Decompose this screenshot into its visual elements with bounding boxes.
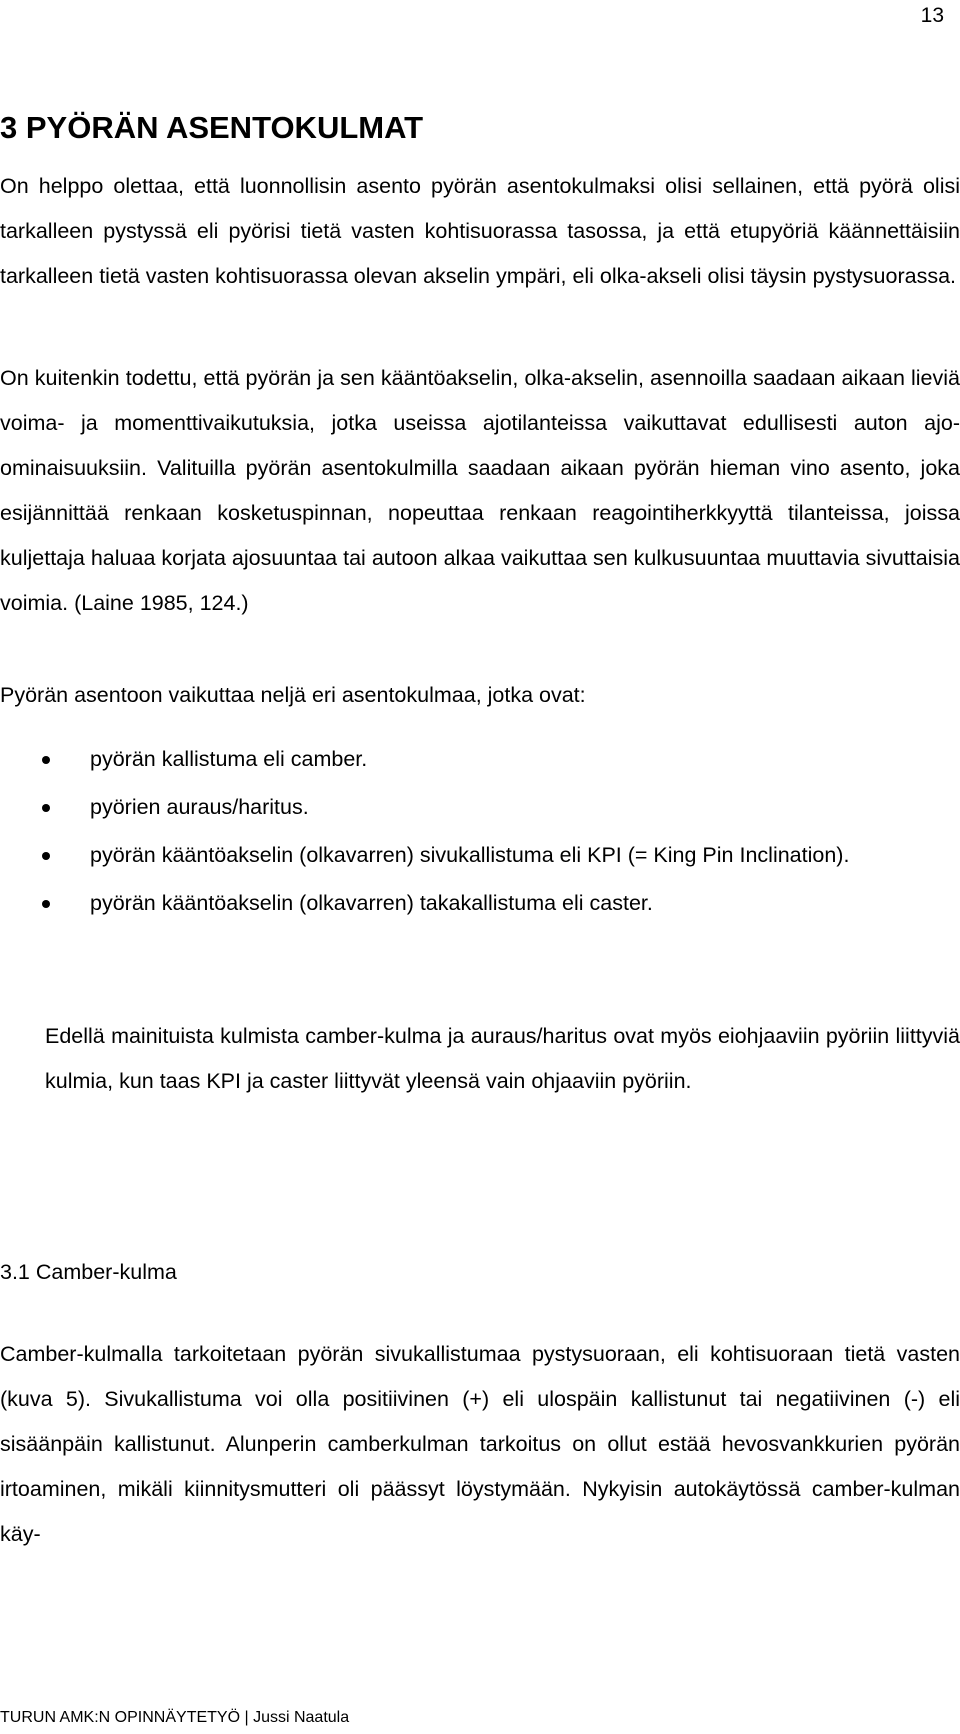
- paragraph-camber: Camber-kulmalla tarkoitetaan pyörän sivukallistumaa pystysuoraan, eli kohtisuoraan tietä vasten (kuva 5). Sivukallistuma voi olla positiivinen (+) eli ulospäin kallistunut tai negatiivinen (-) eli sisäänpäin kallistunut. Alunperin camberkulman tarkoitus on ollut estää hevosvankkurien pyörän irtoaminen, mikäli kiinnitysmutteri oli päässyt löystymään. Nykyisin autokäytössä camber-kulman käy-: [0, 1342, 960, 1546]
- paragraph-summary: Edellä mainituista kulmista camber-kulma ja auraus/haritus ovat myös eiohjaaviin pyöriin liittyviä kulmia, kun taas KPI ja caster liittyvät yleensä vain ohjaaviin pyöriin.: [45, 1024, 960, 1093]
- chapter-title: 3 PYÖRÄN ASENTOKULMAT: [0, 110, 424, 145]
- paragraph-effects: On kuitenkin todettu, että pyörän ja sen kääntöakselin, olka-akselin, asennoilla saadaan aikaan lieviä voima- ja momenttivaikutuksia, jotka useissa ajotilanteissa vaikuttavat edullisesti auton ajo-ominaisuuksiin. Valituilla pyörän asentokulmilla saadaan aikaan pyörän hieman vino asento, joka esijännittää renkaan kosketuspinnan, nopeuttaa renkaan reagointiherkkyyttä tilanteissa, joissa kuljettaja haluaa korjata ajosuuntaa tai autoon alkaa vaikuttaa sen kulkusuuntaa muuttavia sivuttaisia voimia. (Laine 1985, 124.): [0, 366, 960, 615]
- footer: TURUN AMK:N OPINNÄYTETYÖ | Jussi Naatula: [0, 1709, 350, 1726]
- list-item-text: pyörän kallistuma eli camber.: [90, 747, 368, 771]
- list-item: [0, 881, 960, 926]
- paragraph-intro: On helppo olettaa, että luonnollisin asento pyörän asentokulmaksi olisi sellainen, että pyörä olisi tarkalleen pystyssä eli pyörisi tietä vasten kohtisuorassa tasossa, ja että etupyöriä käännettäisiin tarkalleen tietä vasten kohtisuorassa olevan akselin ympäri, eli olka-akseli olisi täysin pystysuorassa.: [0, 174, 960, 288]
- list-item: [0, 737, 960, 782]
- angle-list: [0, 737, 960, 929]
- bullet-icon: [42, 804, 50, 812]
- bullet-icon: [42, 852, 50, 860]
- bullet-icon: [42, 756, 50, 764]
- list-item: [0, 833, 960, 878]
- bullet-icon: [42, 900, 50, 908]
- paragraph-angles-intro: Pyörän asentoon vaikuttaa neljä eri asentokulmaa, jotka ovat:: [0, 683, 586, 707]
- list-item: [0, 785, 960, 830]
- list-item-text: pyörien auraus/haritus.: [90, 795, 309, 819]
- list-item-text: pyörän kääntöakselin (olkavarren) sivukallistuma eli KPI (= King Pin Inclination).: [90, 843, 850, 867]
- page-number: 13: [920, 4, 944, 27]
- section-title: 3.1 Camber-kulma: [0, 1260, 177, 1284]
- list-item-text: pyörän kääntöakselin (olkavarren) takakallistuma eli caster.: [90, 891, 653, 915]
